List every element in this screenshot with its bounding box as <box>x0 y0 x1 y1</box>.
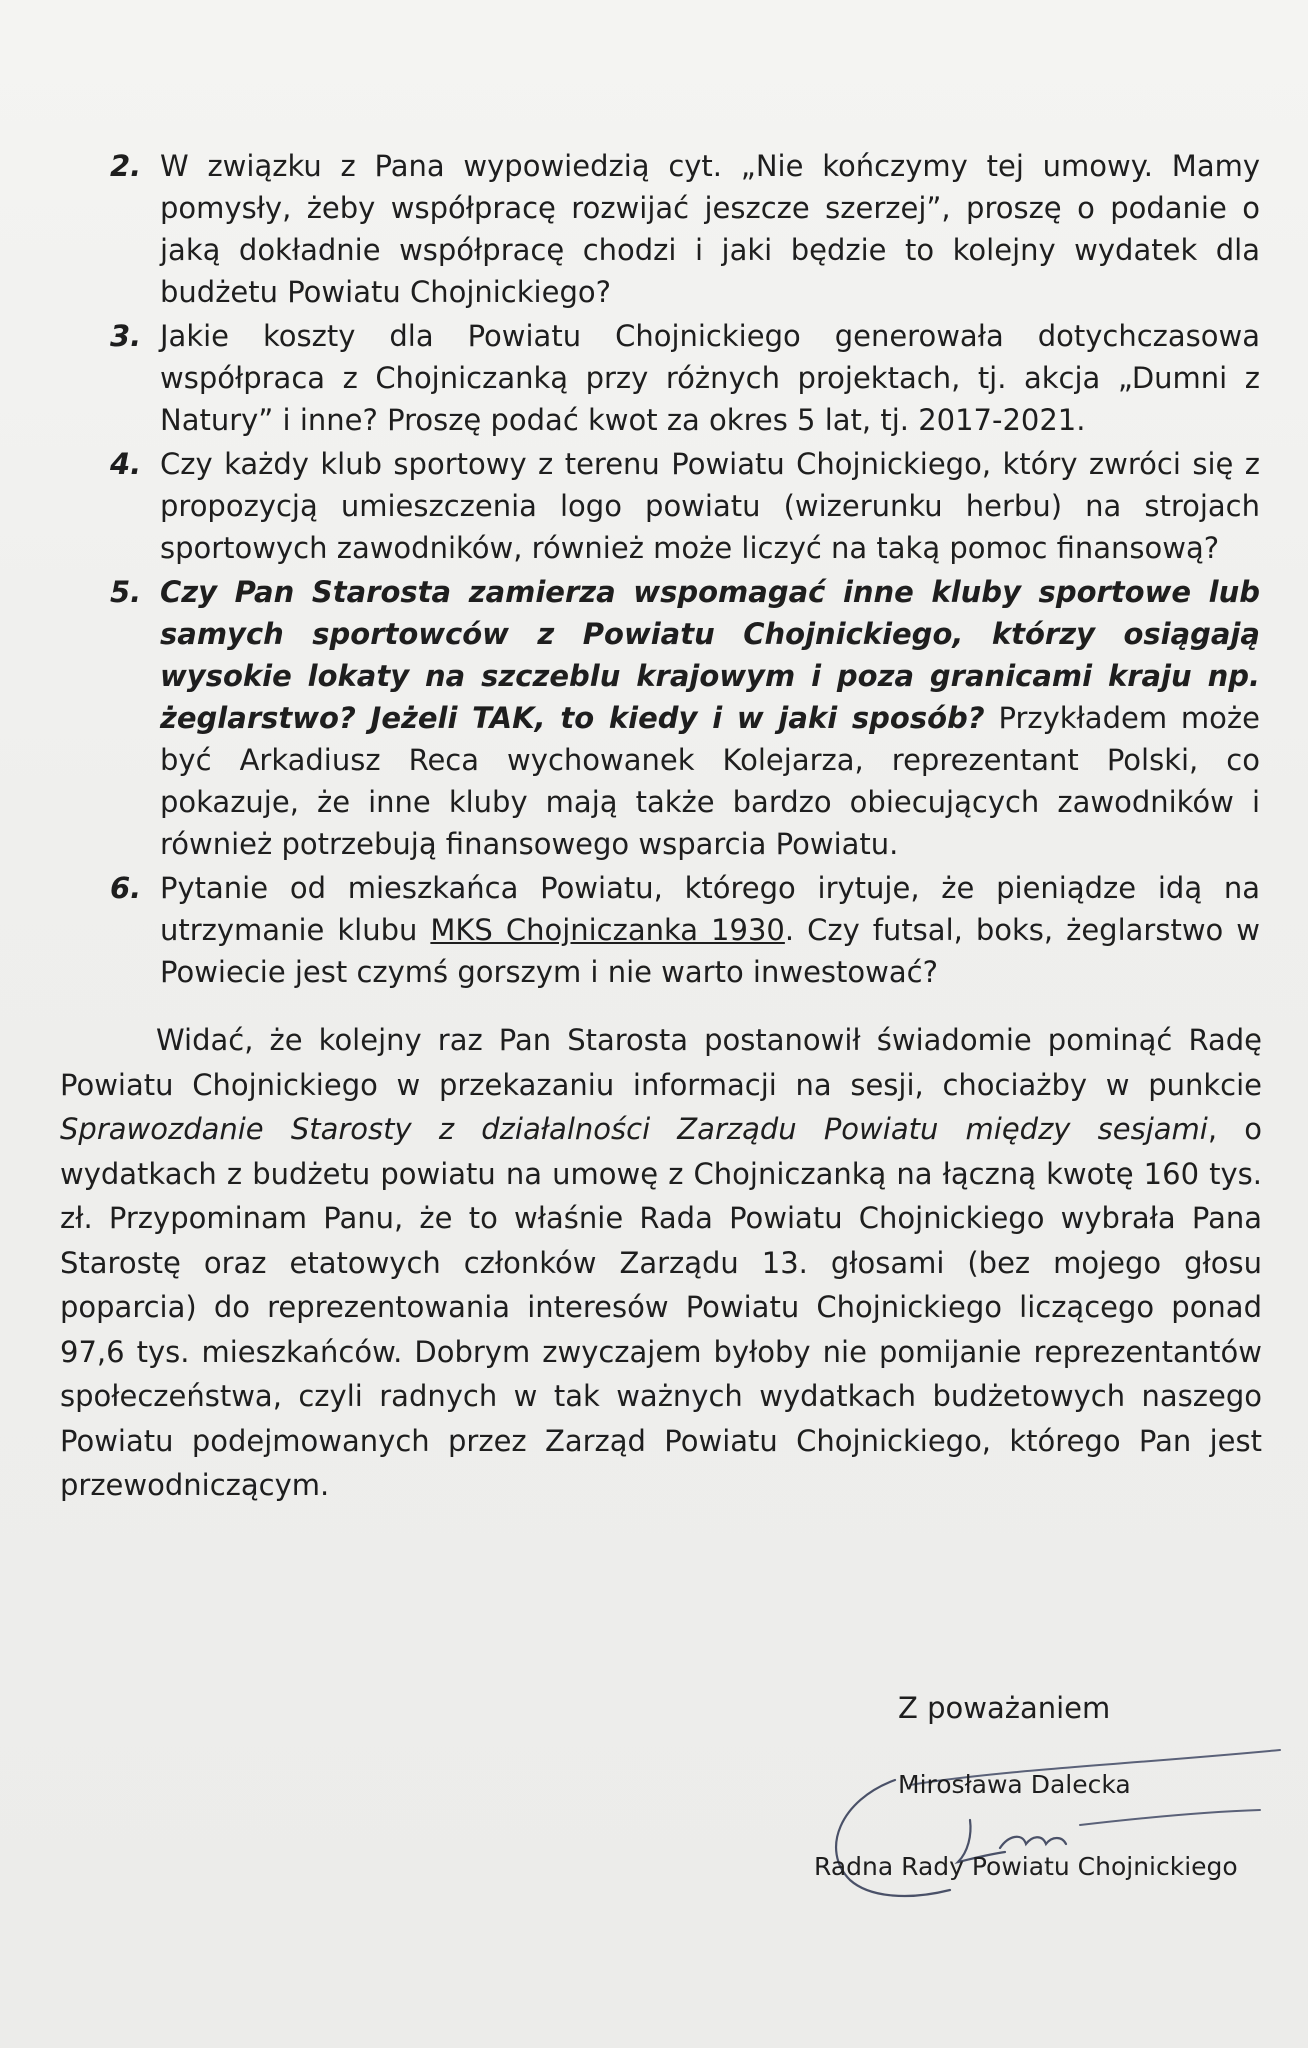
question-list <box>110 145 1260 995</box>
question-text <box>160 867 1260 993</box>
list-item <box>110 145 1260 313</box>
question-number: 4. <box>110 447 142 481</box>
list-item <box>110 867 1260 993</box>
question-text: Czy każdy klub sportowy z terenu Powiatu Chojnickiego, który zwróci się z propozycją umieszczenia logo powiatu (wizerunku herbu) na strojach sportowych zawodników, również może liczyć na taką pomoc finansową? <box>160 447 1260 565</box>
question-text-after: . Czy futsal, boks, żeglarstwo w Powiecie jest czymś gorszym i nie warto inwestować? <box>160 913 1260 989</box>
list-item <box>110 315 1260 441</box>
closing-paragraph <box>60 1018 1262 1508</box>
closing-text-italic: Sprawozdanie Starosty z działalności Zarządu Powiatu między sesjami <box>60 1112 1208 1146</box>
signatory-name: Mirosława Dalecka <box>898 1770 1131 1799</box>
question-text <box>160 571 1260 865</box>
question-text-emphasis: Czy Pan Starosta zamierza wspomagać inne kluby sportowe lub samych sportowców z Powiatu Chojnickiego, którzy osiągają wysokie lokaty na szczeblu krajowym i poza granicami kraju np. żeglarstwo? Jeżeli TAK, to kiedy i w jaki sposób? <box>160 575 1260 735</box>
list-item <box>110 443 1260 569</box>
question-text-before: Pytanie od mieszkańca Powiatu, którego irytuje, że pieniądze idą na utrzymanie klubu <box>160 871 1260 947</box>
list-item <box>110 571 1260 865</box>
question-text: W związku z Pana wypowiedzią cyt. „Nie kończymy tej umowy. Mamy pomysły, żeby współpracę rozwijać jeszcze szerzej”, proszę o podanie o jaką dokładnie współpracę chodzi i jaki będzie to kolejny wydatek dla budżetu Powiatu Chojnickiego? <box>160 149 1260 309</box>
club-name-underlined: MKS Chojniczanka 1930 <box>430 913 785 947</box>
question-number: 6. <box>110 871 142 905</box>
closing-text-1: Widać, że kolejny raz Pan Starosta postanowił świadomie pominąć Radę Powiatu Chojnickiego w przekazaniu informacji na sesji, chociażby w punkcie <box>60 1023 1262 1102</box>
question-number: 5. <box>110 575 142 609</box>
question-number: 2. <box>110 149 142 183</box>
signatory-role: Radna Rady Powiatu Chojnickiego <box>814 1852 1238 1881</box>
question-text-plain: Przykładem może być Arkadiusz Reca wychowanek Kolejarza, reprezentant Polski, co pokazuje, że inne kluby mają także bardzo obiecujących zawodników i również potrzebują finansowego wsparcia Powiatu. <box>160 701 1260 861</box>
closing-text-2: , o wydatkach z budżetu powiatu na umowę z Chojniczanką na łączną kwotę 160 tys. zł. Przypominam Panu, że to właśnie Rada Powiatu Chojnickiego wybrała Pana Starostę oraz etatowych członków Zarządu 13. głosami (bez mojego głosu poparcia) do reprezentowania interesów Powiatu Chojnickiego liczącego ponad 97,6 tys. mieszkańców. Dobrym zwyczajem byłoby nie pomijanie reprezentantów społeczeństwa, czyli radnych w tak ważnych wydatkach budżetowych naszego Powiatu podejmowanych przez Zarząd Powiatu Chojnickiego, którego Pan jest przewodniczącym. <box>60 1112 1263 1502</box>
question-text: Jakie koszty dla Powiatu Chojnickiego generowała dotychczasowa współpraca z Chojniczanką przy różnych projektach, tj. akcja „Dumni z Natury” i inne? Proszę podać kwot za okres 5 lat, tj. 2017-2021. <box>160 319 1260 437</box>
closing-salutation: Z poważaniem <box>898 1691 1111 1725</box>
question-number: 3. <box>110 319 142 353</box>
